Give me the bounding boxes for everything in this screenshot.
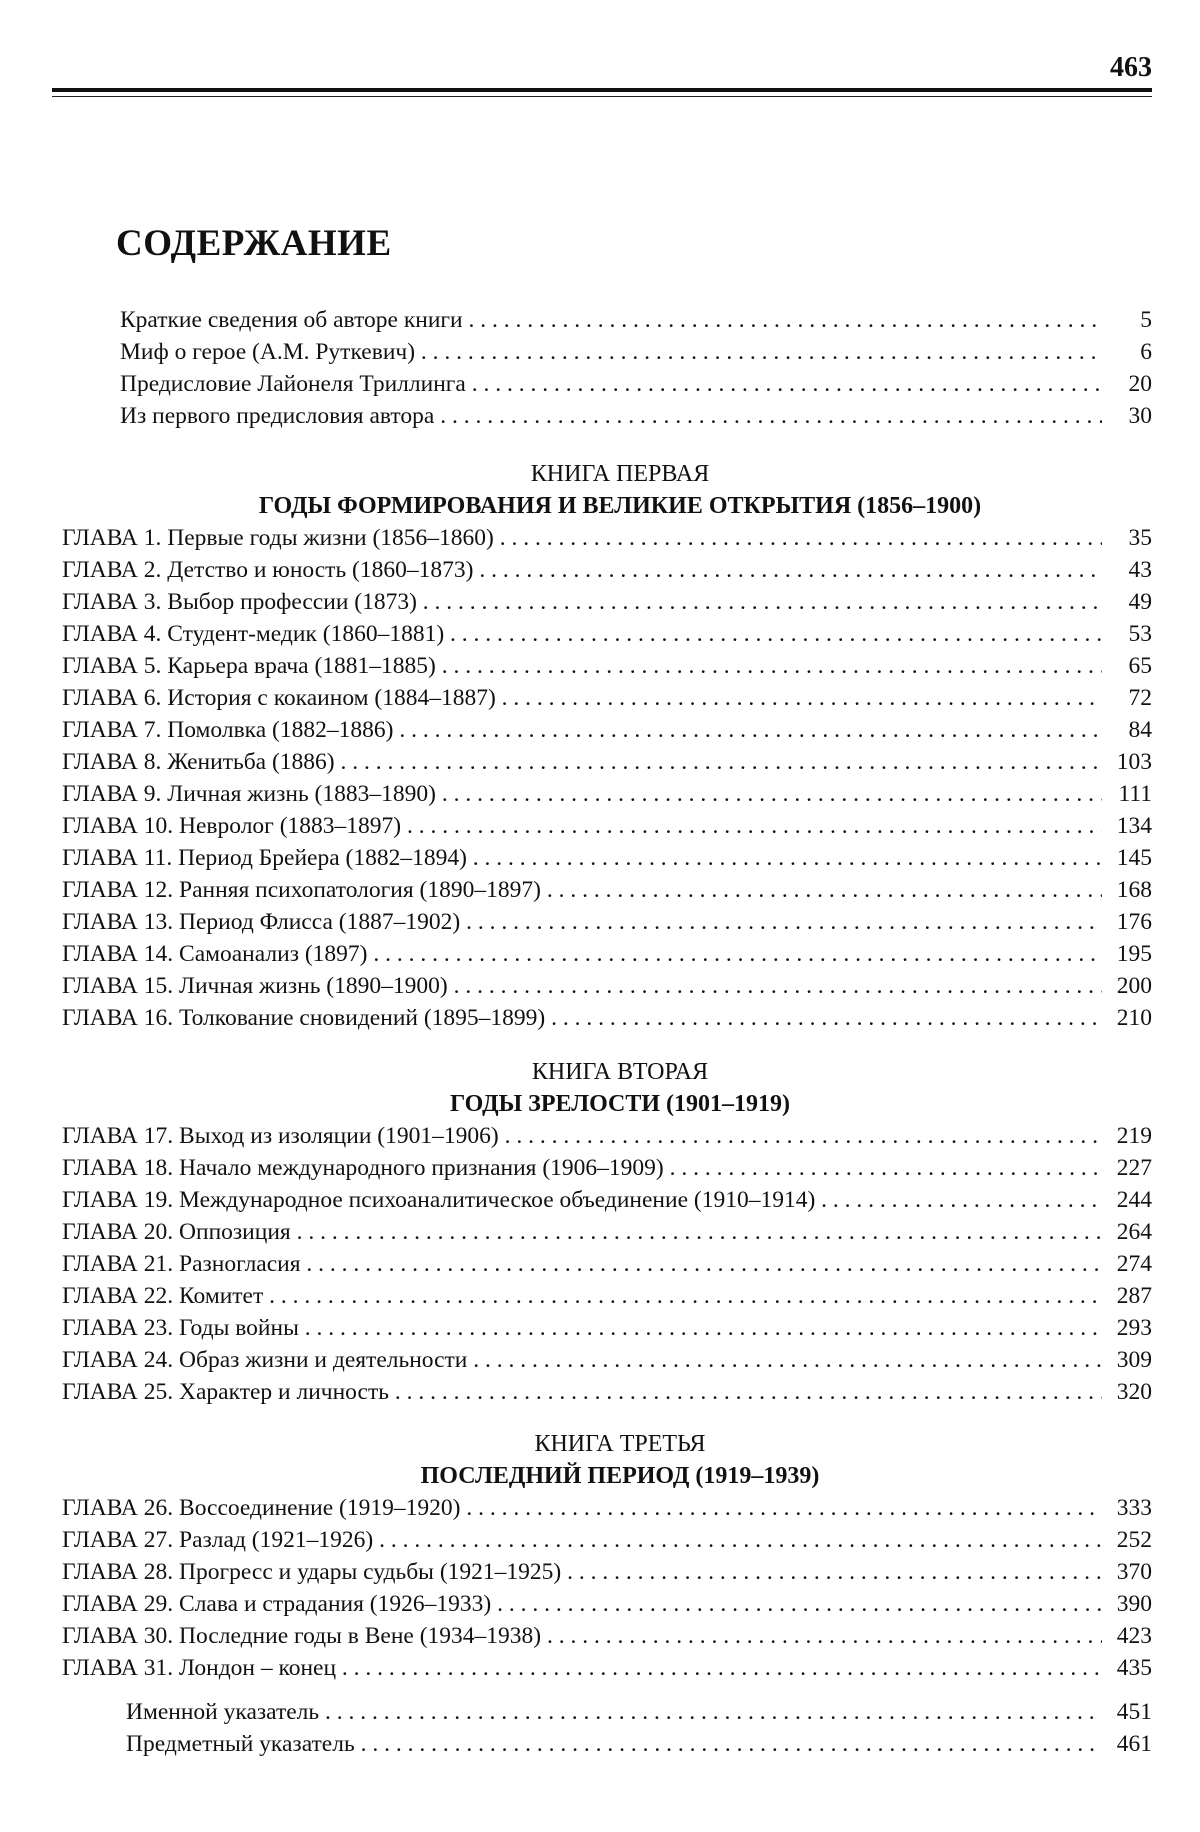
toc-entry-page: 6	[1140, 339, 1152, 365]
toc-entry	[0, 522, 1200, 554]
toc-entry	[0, 714, 1200, 746]
toc-entry	[0, 906, 1200, 938]
toc-entry	[0, 1728, 1200, 1760]
toc-entry-page: 200	[1116, 973, 1152, 999]
page-number: 463	[1110, 52, 1152, 83]
toc-entry-label: ГЛАВА 8. Женитьба (1886) . . .	[62, 746, 1102, 778]
toc-entry-page: 20	[1128, 371, 1152, 397]
toc-entry-page: 111	[1118, 781, 1152, 807]
book-heading: КНИГА ПЕРВАЯ	[530, 461, 710, 487]
toc-entry	[0, 1696, 1200, 1728]
page-title: СОДЕРЖАНИЕ	[116, 223, 392, 264]
toc-entry-page: 274	[1116, 1251, 1152, 1277]
toc-entry	[0, 1376, 1200, 1408]
toc-entry-page: 219	[1116, 1123, 1152, 1149]
book-heading: КНИГА ВТОРАЯ	[531, 1059, 709, 1085]
toc-entry	[0, 400, 1200, 432]
toc-entry	[0, 586, 1200, 618]
header-rule-thin	[52, 96, 1152, 97]
toc-entry-label: Из первого предисловия автора . . .	[120, 400, 1102, 432]
toc-entry-page: 49	[1128, 589, 1152, 615]
toc-entry-page: 287	[1116, 1283, 1152, 1309]
toc-entry-label: ГЛАВА 15. Личная жизнь (1890–1900) . . .	[62, 970, 1102, 1002]
toc-entry-page: 264	[1116, 1219, 1152, 1245]
toc-entry-label: ГЛАВА 16. Толкование сновидений (1895–1899) . . .	[62, 1002, 1102, 1034]
toc-entry	[0, 336, 1200, 368]
toc-entry-label: ГЛАВА 6. История с кокаином (1884–1887) . . .	[62, 682, 1102, 714]
book-section-3	[0, 1428, 1200, 1684]
toc-entry	[0, 874, 1200, 906]
toc-entry-label: ГЛАВА 24. Образ жизни и деятельности . . .	[62, 1344, 1102, 1376]
header-rule	[52, 88, 1152, 92]
toc-entry-label: ГЛАВА 20. Оппозиция . . .	[62, 1216, 1102, 1248]
toc-entry	[0, 554, 1200, 586]
toc-entry	[0, 778, 1200, 810]
toc-entry-label: ГЛАВА 29. Слава и страдания (1926–1933) . . .	[62, 1588, 1102, 1620]
toc-entry-label: Краткие сведения об авторе книги . . .	[120, 304, 1102, 336]
toc-entry-page: 195	[1116, 941, 1152, 967]
table-of-contents	[0, 304, 1200, 1760]
toc-entry-page: 43	[1128, 557, 1152, 583]
toc-entry-label: ГЛАВА 5. Карьера врача (1881–1885) . . .	[62, 650, 1102, 682]
toc-entry-label: ГЛАВА 26. Воссоединение (1919–1920) . . .	[62, 1492, 1102, 1524]
toc-entry-page: 333	[1116, 1495, 1152, 1521]
toc-entry-page: 435	[1116, 1655, 1152, 1681]
toc-entry-page: 320	[1116, 1379, 1152, 1405]
toc-entry	[0, 810, 1200, 842]
toc-entry-label: ГЛАВА 12. Ранняя психопатология (1890–1897) . . .	[62, 874, 1102, 906]
toc-entry-page: 168	[1116, 877, 1152, 903]
toc-entry	[0, 1492, 1200, 1524]
toc-entry	[0, 746, 1200, 778]
toc-entry	[0, 1120, 1200, 1152]
toc-entry	[0, 1652, 1200, 1684]
toc-entry-page: 309	[1116, 1347, 1152, 1373]
toc-entry-page: 53	[1128, 621, 1152, 647]
book-subtitle: ГОДЫ ЗРЕЛОСТИ (1901–1919)	[449, 1091, 791, 1117]
book-subtitle: ГОДЫ ФОРМИРОВАНИЯ И ВЕЛИКИЕ ОТКРЫТИЯ (1856–1900)	[258, 493, 982, 519]
toc-entry-page: 72	[1128, 685, 1152, 711]
toc-entry-label: ГЛАВА 4. Студент-медик (1860–1881) . . .	[62, 618, 1102, 650]
toc-entry	[0, 1588, 1200, 1620]
toc-entry-page: 390	[1116, 1591, 1152, 1617]
toc-entry-label: ГЛАВА 10. Невролог (1883–1897) . . .	[62, 810, 1102, 842]
toc-entry-page: 145	[1116, 845, 1152, 871]
book-section-2	[0, 1056, 1200, 1408]
toc-entry-label: ГЛАВА 23. Годы войны . . .	[62, 1312, 1102, 1344]
toc-entry-label: ГЛАВА 25. Характер и личность . . .	[62, 1376, 1102, 1408]
toc-entry	[0, 1280, 1200, 1312]
toc-entry-label: ГЛАВА 31. Лондон – конец . . .	[62, 1652, 1102, 1684]
toc-entry-page: 252	[1116, 1527, 1152, 1553]
toc-entry-label: ГЛАВА 7. Помолвка (1882–1886) . . .	[62, 714, 1102, 746]
toc-entry	[0, 368, 1200, 400]
book-subtitle: ПОСЛЕДНИЙ ПЕРИОД (1919–1939)	[420, 1463, 820, 1489]
toc-entry-page: 134	[1116, 813, 1152, 839]
toc-entry-page: 451	[1116, 1699, 1152, 1725]
toc-entry	[0, 682, 1200, 714]
toc-entry-page: 210	[1116, 1005, 1152, 1031]
toc-entry-page: 293	[1116, 1315, 1152, 1341]
book-heading: КНИГА ТРЕТЬЯ	[534, 1431, 706, 1457]
toc-entry-page: 103	[1116, 749, 1152, 775]
toc-entry-label: ГЛАВА 19. Международное психоаналитическое объединение (1910–1914) . . .	[62, 1184, 1102, 1216]
toc-entry-label: Предисловие Лайонеля Триллинга . . .	[120, 368, 1102, 400]
toc-entry-label: ГЛАВА 28. Прогресс и удары судьбы (1921–1925) . . .	[62, 1556, 1102, 1588]
toc-entry-label: ГЛАВА 21. Разногласия . . .	[62, 1248, 1102, 1280]
toc-entry-label: Именной указатель . . .	[126, 1696, 1102, 1728]
toc-entry-label: ГЛАВА 3. Выбор профессии (1873) . . .	[62, 586, 1102, 618]
toc-entry-page: 461	[1116, 1731, 1152, 1757]
toc-entry	[0, 1524, 1200, 1556]
toc-entry-label: ГЛАВА 9. Личная жизнь (1883–1890) . . .	[62, 778, 1102, 810]
toc-entry	[0, 842, 1200, 874]
toc-entry-label: ГЛАВА 27. Разлад (1921–1926) . . .	[62, 1524, 1102, 1556]
toc-entry-label: ГЛАВА 1. Первые годы жизни (1856–1860) . . .	[62, 522, 1102, 554]
toc-entry	[0, 1216, 1200, 1248]
toc-entry-label: Миф о герое (А.М. Руткевич) . . .	[120, 336, 1102, 368]
toc-entry-label: ГЛАВА 2. Детство и юность (1860–1873) . . .	[62, 554, 1102, 586]
book-section-1	[0, 458, 1200, 1034]
toc-entry	[0, 1312, 1200, 1344]
toc-entry	[0, 304, 1200, 336]
toc-entry-label: ГЛАВА 13. Период Флисса (1887–1902) . . .	[62, 906, 1102, 938]
toc-entry	[0, 1184, 1200, 1216]
front-matter-list	[0, 304, 1200, 432]
toc-entry-label: ГЛАВА 18. Начало международного признания (1906–1909) . . .	[62, 1152, 1102, 1184]
toc-entry	[0, 618, 1200, 650]
toc-entry-label: Предметный указатель . . .	[126, 1728, 1102, 1760]
toc-entry-label: ГЛАВА 17. Выход из изоляции (1901–1906) . . .	[62, 1120, 1102, 1152]
toc-entry-page: 35	[1128, 525, 1152, 551]
toc-entry-page: 5	[1140, 307, 1152, 333]
toc-entry	[0, 1620, 1200, 1652]
toc-entry-page: 423	[1116, 1623, 1152, 1649]
toc-entry	[0, 938, 1200, 970]
toc-entry-page: 244	[1116, 1187, 1152, 1213]
toc-entry-label: ГЛАВА 11. Период Брейера (1882–1894) . . .	[62, 842, 1102, 874]
toc-entry-page: 84	[1128, 717, 1152, 743]
toc-entry	[0, 1556, 1200, 1588]
toc-entry	[0, 970, 1200, 1002]
toc-entry-page: 65	[1128, 653, 1152, 679]
toc-entry	[0, 1248, 1200, 1280]
toc-entry-label: ГЛАВА 22. Комитет . . .	[62, 1280, 1102, 1312]
toc-entry	[0, 1344, 1200, 1376]
toc-entry-label: ГЛАВА 30. Последние годы в Вене (1934–1938) . . .	[62, 1620, 1102, 1652]
back-matter-list	[0, 1696, 1200, 1760]
toc-entry	[0, 1002, 1200, 1034]
toc-entry-page: 227	[1116, 1155, 1152, 1181]
toc-entry	[0, 650, 1200, 682]
toc-entry	[0, 1152, 1200, 1184]
toc-entry-page: 176	[1116, 909, 1152, 935]
toc-entry-page: 370	[1116, 1559, 1152, 1585]
toc-entry-label: ГЛАВА 14. Самоанализ (1897) . . .	[62, 938, 1102, 970]
toc-entry-page: 30	[1128, 403, 1152, 429]
